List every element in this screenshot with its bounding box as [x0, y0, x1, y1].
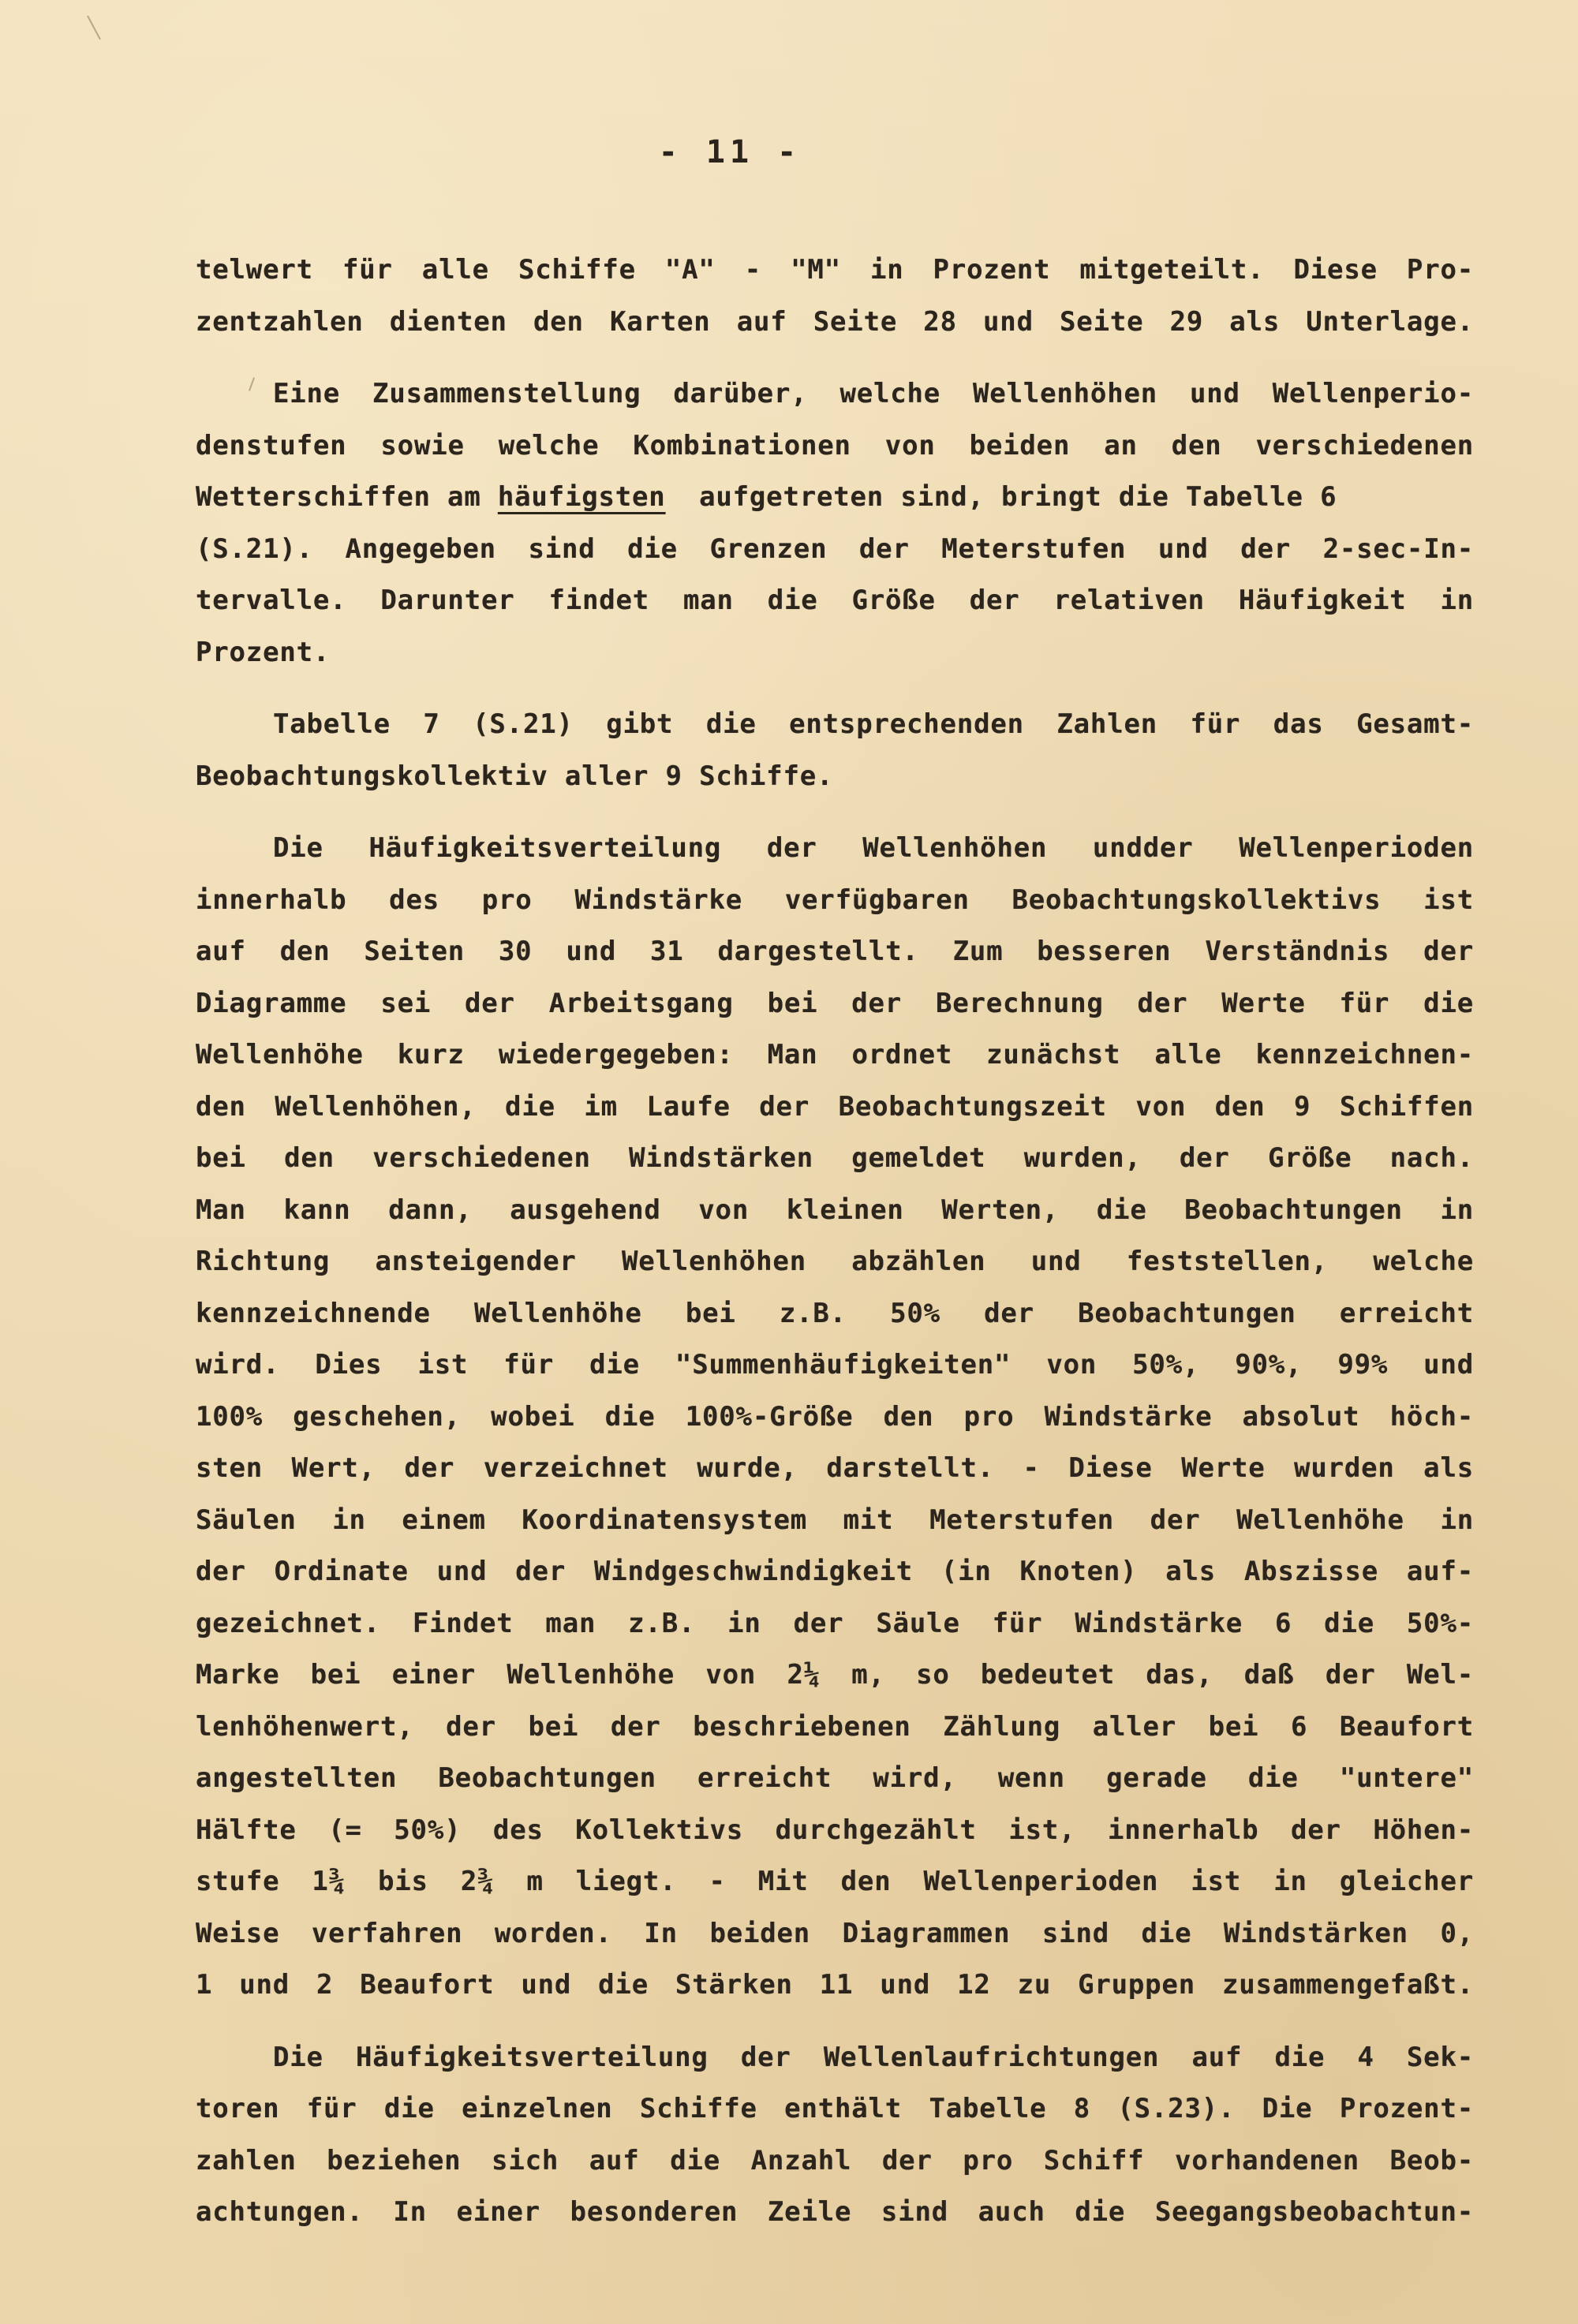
text-line: sten Wert, der verzeichnet wurde, darstellt. - Diese Werte wurden als — [196, 1452, 1474, 1484]
text-line: den Wellenhöhen, die im Laufe der Beobachtungszeit von den 9 Schiffen — [196, 1090, 1474, 1123]
text-line: Säulen in einem Koordinatensystem mit Meterstufen der Wellenhöhe in — [196, 1504, 1474, 1536]
text-line: Marke bei einer Wellenhöhe von 2¼ m, so bedeutet das, daß der Wel- — [196, 1659, 1474, 1691]
text-line: Richtung ansteigender Wellenhöhen abzählen und feststellen, welche — [196, 1246, 1474, 1277]
text-line: 100% geschehen, wobei die 100%-Größe den pro Windstärke absolut höch- — [196, 1400, 1474, 1433]
text-line: Beobachtungskollektiv aller 9 Schiffe. — [196, 760, 834, 792]
text-line: Tabelle 7 (S.21) gibt die entsprechenden Zahlen für das Gesamt- — [273, 708, 1474, 740]
underlined-word: häufigsten — [497, 481, 666, 513]
text-line: Die Häufigkeitsverteilung der Wellenhöhen undder Wellenperioden — [273, 832, 1474, 864]
text-line: telwert für alle Schiffe "A" - "M" in Prozent mitgeteilt. Diese Pro- — [196, 254, 1474, 286]
paragraph-4 — [196, 823, 1474, 2012]
text-line: auf den Seiten 30 und 31 dargestellt. Zum besseren Verständnis der — [196, 936, 1474, 967]
text-line: 1 und 2 Beaufort und die Stärken 11 und 12 zu Gruppen zusammengefaßt. — [196, 1969, 1474, 2001]
text-line: zahlen beziehen sich auf die Anzahl der pro Schiff vorhandenen Beob- — [196, 2144, 1474, 2176]
text-line: tervalle. Darunter findet man die Größe der relativen Häufigkeit in — [196, 585, 1474, 616]
paragraph-2 — [196, 368, 1474, 678]
text-segment: Wetterschiffen am — [196, 481, 498, 513]
text-line: Eine Zusammenstellung darüber, welche Wellenhöhen und Wellenperio- — [273, 378, 1474, 409]
text-line: kennzeichnende Wellenhöhe bei z.B. 50% der Beobachtungen erreicht — [196, 1297, 1474, 1329]
text-line: innerhalb des pro Windstärke verfügbaren Beobachtungskollektivs ist — [196, 884, 1474, 916]
paragraph-5 — [196, 2032, 1474, 2239]
text-line: Diagramme sei der Arbeitsgang bei der Berechnung der Werte für die — [196, 987, 1474, 1019]
text-line: Weise verfahren worden. In beiden Diagrammen sind die Windstärken 0, — [196, 1917, 1474, 1949]
text-line: stufe 1¾ bis 2¾ m liegt. - Mit den Wellenperioden ist in gleicher — [196, 1866, 1474, 1897]
text-line: denstufen sowie welche Kombinationen von beiden an den verschiedenen — [196, 429, 1474, 461]
paragraph-1 — [196, 245, 1474, 348]
text-line: wird. Dies ist für die "Summenhäufigkeiten" von 50%, 90%, 99% und — [196, 1349, 1474, 1381]
text-line: achtungen. In einer besonderen Zeile sind auch die Seegangsbeobachtun- — [196, 2196, 1474, 2228]
text-line: Man kann dann, ausgehend von kleinen Werten, die Beobachtungen in — [196, 1194, 1474, 1226]
text-line: Die Häufigkeitsverteilung der Wellenlaufrichtungen auf die 4 Sek- — [273, 2041, 1474, 2073]
text-line: angestellten Beobachtungen erreicht wird, wenn gerade die "untere" — [196, 1762, 1474, 1794]
text-line: (S.21). Angegeben sind die Grenzen der Meterstufen und der 2-sec-In- — [196, 532, 1474, 565]
body-text — [196, 245, 1474, 2259]
text-line: zentzahlen dienten den Karten auf Seite 28 und Seite 29 als Unterlage. — [196, 305, 1474, 338]
page-number: - 11 - — [658, 134, 802, 170]
text-segment: aufgetreten sind, bringt die Tabelle 6 — [665, 481, 1337, 513]
text-line: Wellenhöhe kurz wiedergegeben: Man ordnet zunächst alle kennzeichnen- — [196, 1039, 1474, 1070]
paper-scratch-mark — [87, 16, 101, 40]
text-line: bei den verschiedenen Windstärken gemeldet wurden, der Größe nach. — [196, 1142, 1474, 1174]
paragraph-3 — [196, 699, 1474, 802]
text-line-with-underline — [196, 472, 1474, 524]
text-line: der Ordinate und der Windgeschwindigkeit (in Knoten) als Abszisse auf- — [196, 1556, 1474, 1587]
text-line: lenhöhenwert, der bei der beschriebenen Zählung aller bei 6 Beaufort — [196, 1710, 1474, 1743]
text-line: Prozent. — [196, 636, 331, 668]
text-line: gezeichnet. Findet man z.B. in der Säule für Windstärke 6 die 50%- — [196, 1607, 1474, 1639]
text-line: toren für die einzelnen Schiffe enthält Tabelle 8 (S.23). Die Prozent- — [196, 2093, 1474, 2124]
text-line: Hälfte (= 50%) des Kollektivs durchgezählt ist, innerhalb der Höhen- — [196, 1814, 1474, 1846]
